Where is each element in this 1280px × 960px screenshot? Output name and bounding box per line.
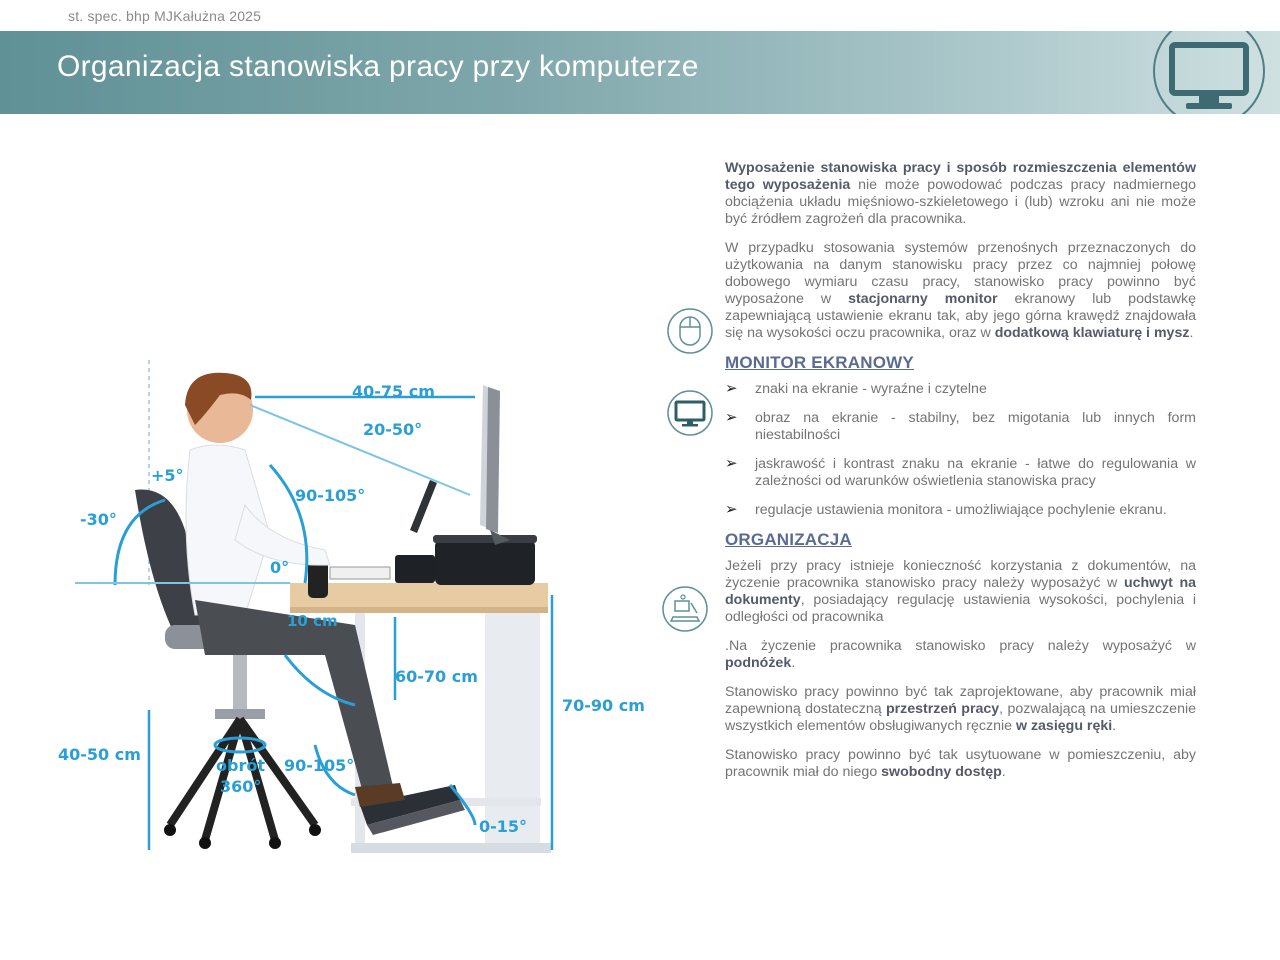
intro-text: .	[1189, 325, 1194, 341]
bullet-text: jaskrawość i kontrast znaku na ekranie - łatwe do regulowania w zależności od warunków oświetlenia stanowiska pracy	[755, 456, 1196, 489]
arrowhead-icon: ➢	[725, 501, 738, 518]
intro-text: ekranowy lub podstawkę zapewniającą ustawienie ekranu tak, aby jego górna krawędź znajdowała się na wysokości oczu pracownika, oraz w	[725, 291, 1196, 341]
list-item	[725, 456, 1196, 490]
bullet-text: regulacje ustawienia monitora - umożliwiające pochylenie ekranu.	[755, 502, 1167, 518]
mouse-icon	[666, 307, 714, 355]
label-knee-angle: 90-105°	[284, 756, 355, 775]
workspace-icon	[661, 585, 709, 633]
org-emphasis: przestrzeń pracy	[885, 701, 1000, 717]
label-seat-height: 40-50 cm	[58, 745, 141, 764]
intro-emphasis: stacjonarny monitor	[848, 291, 998, 307]
label-elbow-angle: 90-105°	[295, 486, 366, 505]
intro-paragraph-2	[725, 240, 1196, 342]
page-title: Organizacja stanowiska pracy przy komputerze	[57, 50, 699, 83]
monitor-icon	[666, 389, 714, 437]
org-text: .	[791, 655, 796, 671]
intro-paragraph-1	[725, 160, 1196, 228]
list-item	[725, 502, 1196, 519]
org-emphasis: w zasięgu ręki	[1015, 718, 1113, 734]
organization-paragraph-2	[725, 638, 1196, 672]
header-banner	[0, 31, 1280, 114]
arrowhead-icon: ➢	[725, 380, 738, 397]
monitor-icon	[1152, 31, 1266, 114]
org-text: .Na życzenie pracownika stanowisko pracy należy wyposażyć w	[725, 638, 1196, 654]
org-text: .	[1112, 718, 1117, 734]
org-emphasis: swobodny dostęp	[881, 764, 1002, 780]
org-text: , pozwalającą na umieszczenie wszystkich elementów obsługiwanych ręcznie	[725, 701, 1196, 734]
workstation-illustration	[55, 355, 655, 885]
organization-paragraph-1	[725, 558, 1196, 626]
org-text: Stanowisko pracy powinno być tak zaprojektowane, aby pracownik miał zapewnioną dostateczną	[725, 684, 1196, 717]
arrowhead-icon: ➢	[725, 409, 738, 426]
intro-text: nie może powodować podczas pracy nadmiernego obciążenia układu mięśniowo-szkieletowego i (lub) wzroku ani nie może być źródłem zagrożeń dla pracownika.	[725, 177, 1196, 227]
label-distance: 40-75 cm	[352, 382, 435, 401]
organization-section-heading: ORGANIZACJA	[725, 530, 852, 549]
author-note: st. spec. bhp MJKałużna 2025	[68, 8, 262, 24]
label-rotation: obrót	[216, 756, 265, 775]
label-desk-height: 70-90 cm	[562, 696, 645, 715]
org-emphasis: podnóżek	[725, 655, 792, 671]
org-text: Stanowisko pracy powinno być tak usytuowane w pomieszczeniu, aby pracownik miał do niego	[725, 747, 1196, 780]
label-view-angle: 20-50°	[363, 420, 423, 439]
label-tilt-minus: -30°	[80, 510, 117, 529]
intro-text: W przypadku stosowania systemów przenośnych przeznaczonych do użytkowania na danym stanowisku pracy przez co najmniej połowę dobowego wymiaru czasu pracy, stanowisko pracy powinno być wyposażone w	[725, 240, 1196, 307]
intro-emphasis: Wyposażenie stanowiska pracy i sposób rozmieszczenia elementów tego wyposażenia	[725, 160, 1196, 193]
list-item	[725, 410, 1196, 444]
org-emphasis: uchwyt na dokumenty	[725, 575, 1197, 608]
org-text: .	[1001, 764, 1006, 780]
content-column	[725, 160, 1196, 793]
list-item	[725, 381, 1196, 398]
label-ten-cm: 10 cm	[287, 612, 338, 630]
label-rotation-deg: 360°	[220, 777, 262, 796]
intro-emphasis: dodatkową klawiaturę i mysz	[994, 325, 1190, 341]
label-thigh-clearance: 60-70 cm	[395, 667, 478, 686]
bullet-text: znaki na ekranie - wyraźne i czytelne	[755, 381, 987, 397]
label-foot-angle: 0-15°	[479, 817, 528, 836]
org-text: Jeżeli przy pracy istnieje konieczność korzystania z dokumentów, na życzenie pracownika stanowisko pracy należy wyposażyć w	[725, 558, 1196, 591]
org-text: , posiadający regulację ustawienia wysokości, pochylenia i odległości od pracownika	[725, 592, 1196, 625]
arrowhead-icon: ➢	[725, 455, 738, 472]
monitor-section-heading: MONITOR EKRANOWY	[725, 353, 914, 372]
bullet-text: obraz na ekranie - stabilny, bez migotania lub innych form niestabilności	[755, 410, 1196, 443]
organization-paragraph-3	[725, 684, 1196, 735]
organization-paragraph-4	[725, 747, 1196, 781]
monitor-bullet-list	[725, 381, 1196, 519]
label-tilt-plus: +5°	[151, 466, 184, 485]
label-zero-deg: 0°	[270, 558, 290, 577]
